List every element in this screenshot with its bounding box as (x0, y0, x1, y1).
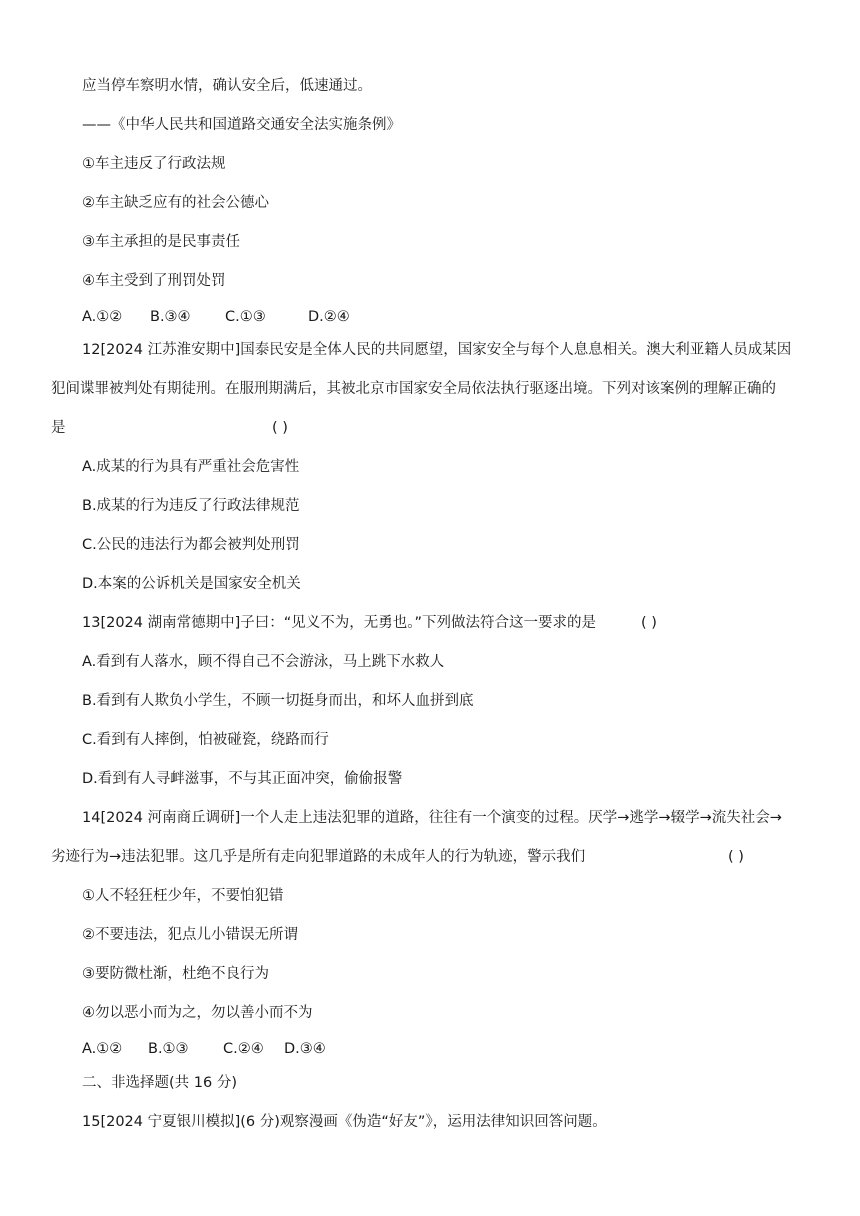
q12-stem-line-3: 是 (51, 420, 66, 436)
q14-stem-line-1: 14[2024 河南商丘调研]一个人走上违法犯罪的道路，往往有一个演变的过程。厌学→逃学→辍学→流失社会→ (82, 810, 782, 826)
text-line: 应当停车察明水情，确认安全后，低速通过。 (82, 78, 372, 94)
q12-option-b: B.成某的行为违反了行政法律规范 (82, 498, 300, 514)
option-d: D.②④ (308, 309, 350, 325)
q13-option-d: D.看到有人寻衅滋事，不与其正面冲突，偷偷报警 (82, 771, 403, 787)
option-b: B.①③ (148, 1041, 189, 1057)
q14-answer-bracket: ( ) (728, 849, 744, 865)
option-a: A.①② (82, 1041, 123, 1057)
q14-statement-1: ①人不轻狂枉少年，不要怕犯错 (82, 888, 284, 904)
q12-answer-bracket: ( ) (272, 420, 288, 436)
q13-option-b: B.看到有人欺负小学生，不顾一切挺身而出，和坏人血拼到底 (82, 693, 474, 709)
q12-option-d: D.本案的公诉机关是国家安全机关 (82, 576, 301, 592)
q12-stem-line-2: 犯间谍罪被判处有期徒刑。在服刑期满后，其被北京市国家安全局依法执行驱逐出境。下列对该案例的理解正确的 (51, 381, 776, 397)
option-a: A.①② (82, 309, 123, 325)
option-d: D.③④ (284, 1041, 326, 1057)
q11-options (82, 307, 350, 327)
option-c: C.①③ (225, 309, 266, 325)
q14-statement-3: ③要防微杜渐，杜绝不良行为 (82, 966, 269, 982)
option-c: C.②④ (223, 1041, 264, 1057)
q13-option-a: A.看到有人落水，顾不得自己不会游泳，马上跳下水救人 (82, 654, 445, 670)
statement-4: ④车主受到了刑罚处罚 (82, 273, 226, 289)
q12-option-a: A.成某的行为具有严重社会危害性 (82, 459, 300, 475)
q14-statement-2: ②不要违法，犯点儿小错误无所谓 (82, 927, 298, 943)
q13-answer-bracket: ( ) (641, 615, 657, 631)
q14-options (82, 1039, 326, 1059)
q14-statement-4: ④勿以恶小而为之，勿以善小而不为 (82, 1005, 313, 1021)
q13-stem: 13[2024 湖南常德期中]子曰：“见义不为，无勇也。”下列做法符合这一要求的是 (82, 615, 597, 631)
q15-stem: 15[2024 宁夏银川模拟](6 分)观察漫画《伪造“好友”》，运用法律知识回答问题。 (82, 1114, 607, 1130)
option-b: B.③④ (150, 309, 191, 325)
citation-line: ——《中华人民共和国道路交通安全法实施条例》 (82, 117, 401, 133)
q13-option-c: C.看到有人摔倒，怕被碰瓷，绕路而行 (82, 732, 329, 748)
q12-stem-line-1: 12[2024 江苏淮安期中]国泰民安是全体人民的共同愿望，国家安全与每个人息息相关。澳大利亚籍人员成某因 (82, 342, 792, 358)
statement-2: ②车主缺乏应有的社会公德心 (82, 195, 269, 211)
statement-1: ①车主违反了行政法规 (82, 156, 226, 172)
q12-option-c: C.公民的违法行为都会被判处刑罚 (82, 537, 300, 553)
section-heading: 二、非选择题(共 16 分) (82, 1075, 237, 1091)
statement-3: ③车主承担的是民事责任 (82, 234, 240, 250)
q14-stem-line-2: 劣迹行为→违法犯罪。这几乎是所有走向犯罪道路的未成年人的行为轨迹，警示我们 (51, 849, 586, 865)
